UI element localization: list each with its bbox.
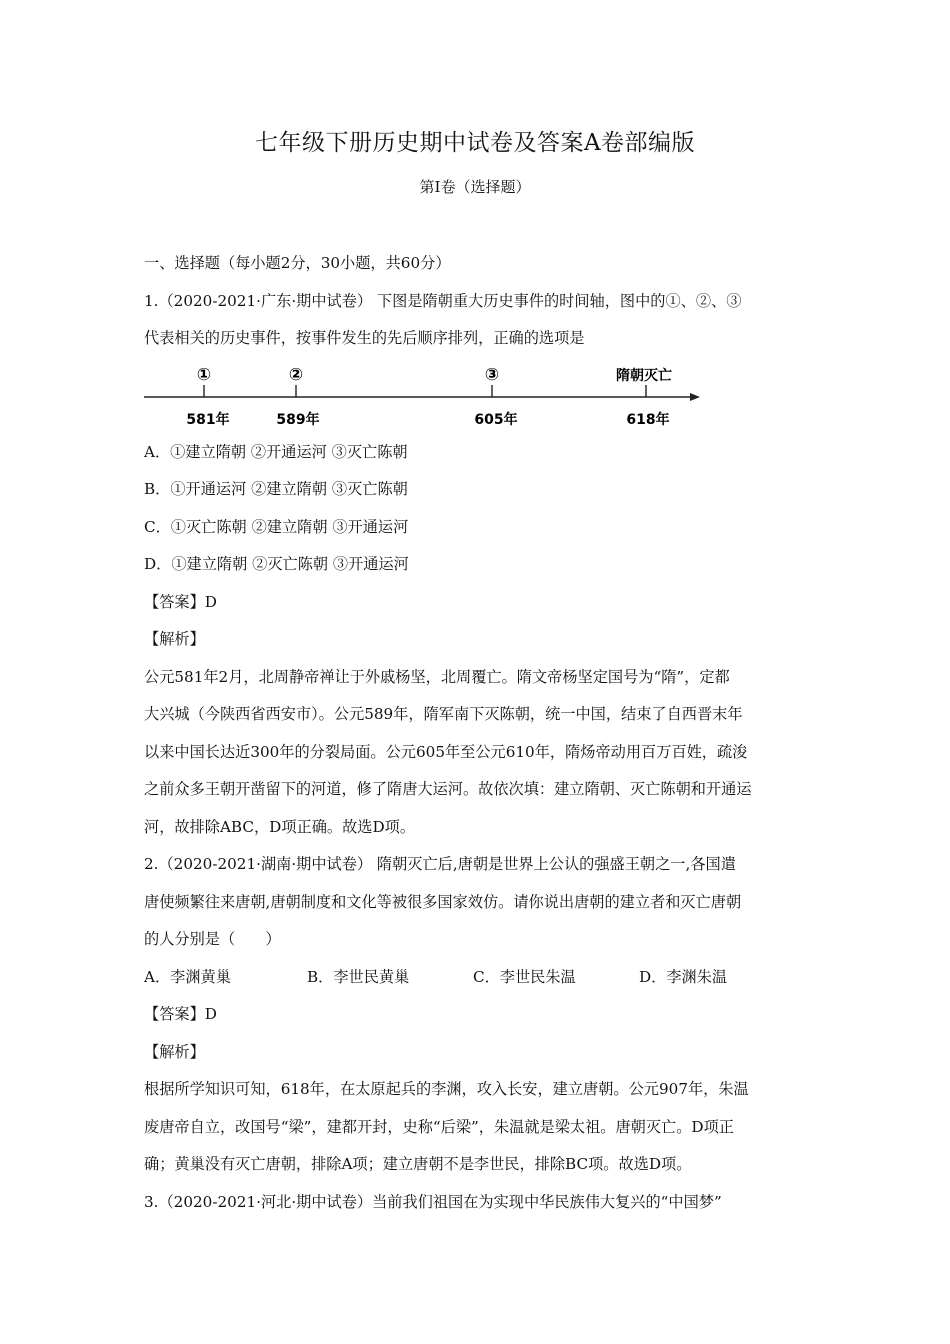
q2-options [144, 959, 810, 997]
q2-option-d: D．李渊朱温 [639, 967, 728, 986]
timeline-figure [144, 358, 704, 434]
q1-timeline [144, 358, 810, 434]
q2-analysis-line: 根据所学知识可知，618年，在太原起兵的李渊，攻入长安，建立唐朝。公元907年，朱温 [144, 1080, 749, 1098]
page-subtitle: 第I卷（选择题） [419, 178, 531, 196]
q2-stem-line: 唐使频繁往来唐朝,唐朝制度和文化等被很多国家效仿。请你说出唐朝的建立者和灭亡唐朝 [144, 892, 742, 911]
timeline-arrowhead [690, 393, 700, 401]
q2-option-b: B．李世民黄巢 [307, 967, 410, 986]
timeline-marker: ① [196, 364, 212, 385]
q2-analysis-label: 【解析】 [144, 1042, 205, 1061]
document-body [144, 245, 810, 1221]
question-2 [144, 846, 810, 1184]
timeline-year-label: 581年 [186, 411, 230, 428]
q1-analysis-line: 河，故排除ABC，D项正确。故选D项。 [144, 817, 416, 836]
timeline-year-label: 618年 [626, 411, 670, 428]
q1-option-a: A．①建立隋朝 ②开通运河 ③灭亡陈朝 [144, 442, 408, 461]
q1-analysis-line: 公元581年2月，北周静帝禅让于外戚杨坚，北周覆亡。隋文帝杨坚定国号为“隋”，定都 [144, 667, 730, 686]
timeline-marker: 隋朝灭亡 [616, 367, 672, 384]
q2-stem-line: 的人分别是（ ） [144, 930, 281, 948]
q1-answer: 【答案】D [144, 592, 217, 611]
q1-analysis-line: 之前众多王朝开凿留下的河道，修了隋唐大运河。故依次填：建立隋朝、灭亡陈朝和开通运 [144, 780, 752, 798]
q3-stem-line: 3.（2020-2021·河北·期中试卷）当前我们祖国在为实现中华民族伟大复兴的“中国梦” [144, 1192, 722, 1211]
timeline-year-label: 589年 [276, 411, 320, 428]
question-3 [144, 1184, 810, 1222]
q2-option-a: A．李渊黄巢 [144, 967, 231, 986]
timeline-year-label: 605年 [474, 411, 518, 428]
q1-stem-line: 代表相关的历史事件，按事件发生的先后顺序排列，正确的选项是 [144, 329, 585, 347]
q2-analysis-line: 确；黄巢没有灭亡唐朝，排除A项；建立唐朝不是李世民，排除BC项。故选D项。 [144, 1155, 692, 1173]
q1-option-d: D．①建立隋朝 ②灭亡陈朝 ③开通运河 [144, 555, 409, 573]
q1-analysis-label: 【解析】 [144, 630, 205, 648]
timeline-marker: ③ [484, 364, 500, 385]
q2-answer: 【答案】D [144, 1005, 217, 1023]
q2-analysis-line: 废唐帝自立，改国号“梁”，建都开封，史称“后梁”，朱温就是梁太祖。唐朝灭亡。D项正 [144, 1117, 734, 1136]
q1-analysis-line: 以来中国长达近300年的分裂局面。公元605年至公元610年，隋炀帝动用百万百姓，疏浚 [144, 742, 748, 761]
section-heading: 一、选择题（每小题2分，30小题，共60分） [144, 254, 451, 272]
q2-stem-line: 2.（2020-2021·湖南·期中试卷） 隋朝灭亡后,唐朝是世界上公认的强盛王朝之一,各国遣 [144, 855, 736, 873]
q1-option-c: C．①灭亡陈朝 ②建立隋朝 ③开通运河 [144, 517, 409, 536]
timeline-marker: ② [288, 364, 304, 385]
question-1 [144, 283, 810, 847]
q2-option-c: C．李世民朱温 [473, 967, 576, 986]
q1-option-b: B．①开通运河 ②建立隋朝 ③灭亡陈朝 [144, 480, 408, 498]
q1-stem-line: 1.（2020-2021·广东·期中试卷） 下图是隋朝重大历史事件的时间轴，图中的①、②、③ [144, 291, 742, 310]
page-title: 七年级下册历史期中试卷及答案A卷部编版 [254, 130, 696, 156]
q1-analysis-line: 大兴城（今陕西省西安市）。公元589年，隋军南下灭陈朝，统一中国，结束了自西晋末年 [144, 705, 743, 723]
